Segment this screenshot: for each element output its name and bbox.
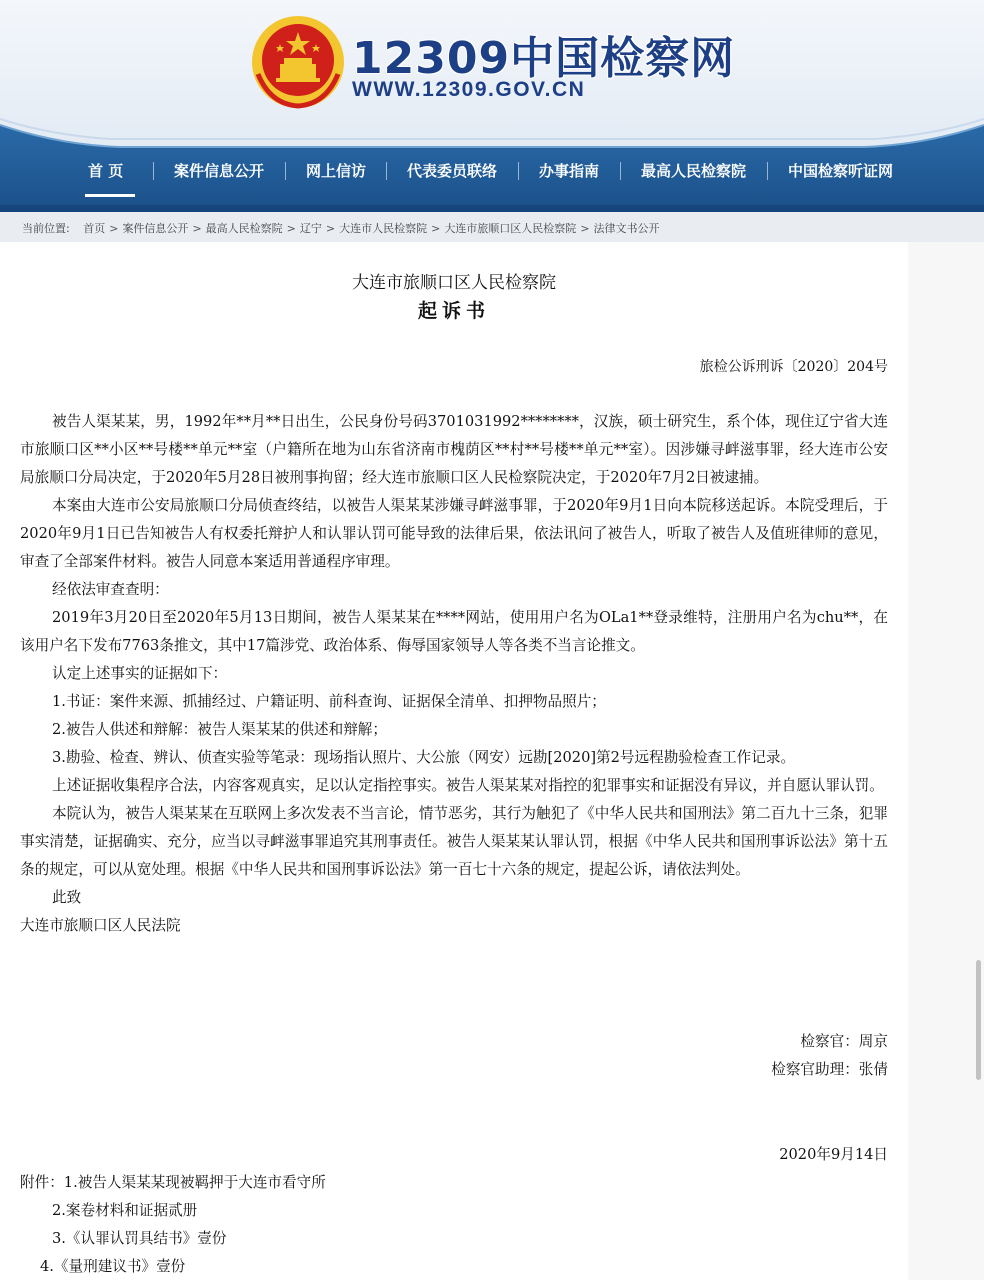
nav-item-petition[interactable]: 网上信访 <box>306 162 367 180</box>
attachment-2: 2.案卷材料和证据贰册 <box>52 1202 198 1219</box>
paragraph-procedure: 本案由大连市公安局旅顺口分局侦查终结，以被告人渠某某涉嫌寻衅滋事罪，于2020年9月1日向本院移送起诉。本院受理后，于2020年9月1日已告知被告人有权委托辩护人和认罪认罚可能导致的法律后果，依法讯问了被告人，听取了被告人及值班律师的意见，审查了全部案件材料。被告人同意本案适用普通程序审理。 <box>20 497 888 570</box>
attachment-3: 3.《认罪认罚具结书》壹份 <box>52 1230 227 1247</box>
breadcrumb-item-home[interactable]: 首页 <box>83 222 106 235</box>
nav-divider <box>285 162 286 180</box>
attachment-1: 附件：1.被告人渠某某现被羁押于大连市看守所 <box>20 1174 326 1191</box>
nav-item-home[interactable]: 首 页 <box>88 162 124 180</box>
national-emblem-icon <box>250 14 346 110</box>
document-number: 旅检公诉刑诉〔2020〕204号 <box>699 359 888 375</box>
paragraph-evidence-assessment: 上述证据收集程序合法，内容客观真实，足以认定指控事实。被告人渠某某对指控的犯罪事实和证据没有异议，并自愿认罪认罚。 <box>52 777 884 794</box>
nav-divider <box>767 162 768 180</box>
site-header <box>0 0 984 212</box>
breadcrumb-item-spp[interactable]: 最高人民检察院 <box>205 222 283 235</box>
paragraph-defendant: 被告人渠某某，男，1992年**月**日出生，公民身份号码3701031992********，汉族，硕士研究生，系个体，现住辽宁省大连市旅顺口区**小区**号楼**单元**室（户籍所在地为山东省济南市槐荫区**村**号楼**单元**室）。因涉嫌寻衅滋事罪，经大连市公安局旅顺口分局决定，于2020年5月28日被刑事拘留；经大连市旅顺口区人民检察院决定，于2020年7月2日被逮捕。 <box>20 413 888 486</box>
nav-item-spp[interactable]: 最高人民检察院 <box>641 162 747 180</box>
site-url[interactable]: WWW.12309.GOV.CN <box>352 78 586 101</box>
main-nav <box>0 150 984 194</box>
paragraph-evidence-heading: 认定上述事实的证据如下： <box>52 665 228 682</box>
nav-item-case-info[interactable]: 案件信息公开 <box>174 162 265 180</box>
paragraph-findings-heading: 经依法审查查明： <box>52 581 169 598</box>
document-date: 2020年9月14日 <box>779 1146 888 1163</box>
document-body <box>20 408 888 940</box>
nav-divider <box>386 162 387 180</box>
paragraph-conclusion: 本院认为，被告人渠某某在互联网上多次发表不当言论，情节恶劣，其行为触犯了《中华人民共和国刑法》第二百九十三条，犯罪事实清楚，证据确实、充分，应当以寻衅滋事罪追究其刑事责任。被告人渠某某认罪认罚，根据《中华人民共和国刑事诉讼法》第十五条的规定，可以从宽处理。根据《中华人民共和国刑事诉讼法》第一百七十六条的规定，提起公诉，请依法判处。 <box>20 805 888 878</box>
nav-divider <box>153 162 154 180</box>
paragraph-facts: 2019年3月20日至2020年5月13日期间，被告人渠某某在****网站，使用用户名为OLa1**登录维特，注册用户名为chu**，在该用户名下发布7763条推文，其中17篇涉党、政治体系、侮辱国家领导人等各类不当言论推文。 <box>20 609 888 654</box>
breadcrumb-label: 当前位置: <box>22 222 70 235</box>
page-gutter <box>908 242 984 1280</box>
breadcrumb-item-case-info[interactable]: 案件信息公开 <box>122 222 189 235</box>
prosecutor-signature: 检察官：周京 <box>800 1033 888 1050</box>
nav-item-guide[interactable]: 办事指南 <box>539 162 600 180</box>
document-title: 起诉书 <box>417 300 490 322</box>
attachment-4: 4.《量刑建议书》壹份 <box>40 1258 186 1275</box>
assistant-signature: 检察官助理：张倩 <box>771 1061 888 1078</box>
nav-item-hearing[interactable]: 中国检察听证网 <box>788 162 894 180</box>
breadcrumb-item-dalian[interactable]: 大连市人民检察院 <box>339 222 428 235</box>
breadcrumb-item-lvshunkou[interactable]: 大连市旅顺口区人民检察院 <box>444 222 577 235</box>
paragraph-evidence-3: 3.勘验、检查、辨认、侦查实验等笔录：现场指认照片、大公旅（网安）远勘[2020]第2号远程勘验检查工作记录。 <box>52 749 796 766</box>
breadcrumb-item-legal-docs[interactable]: 法律文书公开 <box>593 222 660 235</box>
paragraph-evidence-2: 2.被告人供述和辩解：被告人渠某某的供述和辩解； <box>52 721 387 738</box>
document-organization: 大连市旅顺口区人民检察院 <box>352 273 556 293</box>
recipient-court: 大连市旅顺口区人民法院 <box>20 917 181 934</box>
scrollbar-thumb[interactable] <box>976 960 981 1080</box>
nav-active-indicator <box>85 194 135 197</box>
paragraph-evidence-1: 1.书证：案件来源、抓捕经过、户籍证明、前科查询、证据保全清单、扣押物品照片； <box>52 693 606 710</box>
nav-divider <box>620 162 621 180</box>
breadcrumb: 当前位置: 首页 > 案件信息公开 > 最高人民检察院 > 辽宁 > 大连市人民检察院 > 大连市旅顺口区人民检察院 > 法律文书公开 <box>22 222 660 235</box>
paragraph-salutation: 此致 <box>52 889 82 906</box>
breadcrumb-item-liaoning[interactable]: 辽宁 <box>299 222 322 235</box>
nav-divider <box>518 162 519 180</box>
nav-item-deputy-liaison[interactable]: 代表委员联络 <box>407 162 498 180</box>
site-title[interactable]: 12309中国检察网 <box>352 33 736 84</box>
